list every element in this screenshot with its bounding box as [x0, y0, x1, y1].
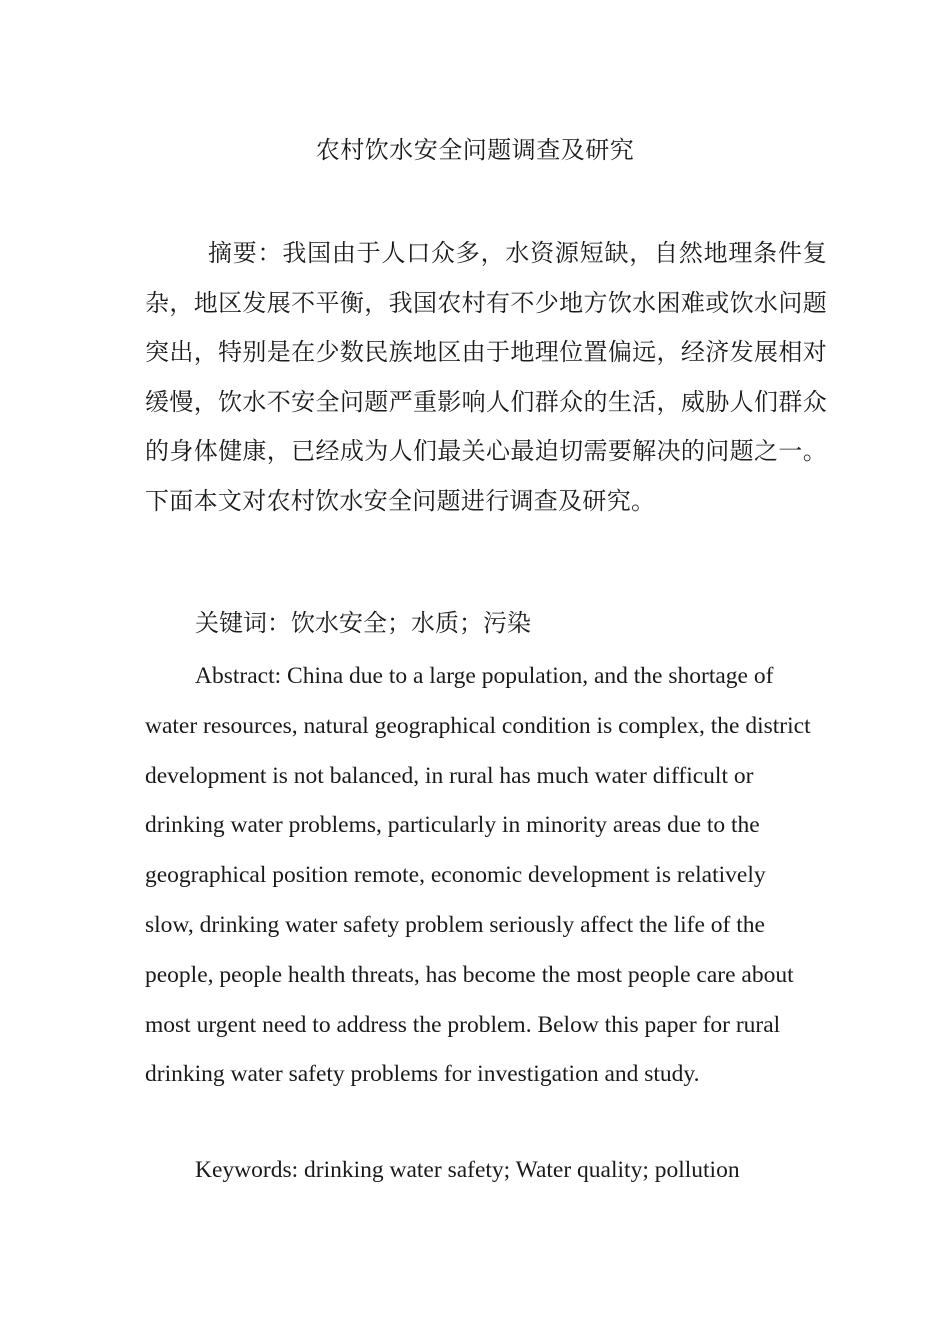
document-title: 农村饮水安全问题调查及研究 — [315, 136, 635, 164]
keywords-chinese: 关键词：饮水安全；水质；污染 — [195, 609, 531, 637]
abstract-english: Abstract: China due to a large population, and the shortage of water resources, natural geographical condition is complex, the district development is not balanced, in rural has much water difficult or drinking water problems, particularly in minority areas due to the geographical position remote, economic development is relatively slow, drinking water safety problem seriously affect the life of the people, people health threats, has become the most people care about most urgent need to address the problem. Below this paper for rural drinking water safety problems for investigation and study. — [145, 663, 811, 1088]
keywords-english: Keywords: drinking water safety; Water quality; pollution — [195, 1157, 740, 1183]
abstract-chinese: 摘要：我国由于人口众多，水资源短缺，自然地理条件复杂，地区发展不平衡，我国农村有不少地方饮水困难或饮水问题突出，特别是在少数民族地区由于地理位置偏远，经济发展相对缓慢，饮水不安全问题严重影响人们群众的生活，威胁人们群众的身体健康，已经成为人们最关心最迫切需要解决的问题之一。下面本文对农村饮水安全问题进行调查及研究。 — [145, 239, 827, 515]
